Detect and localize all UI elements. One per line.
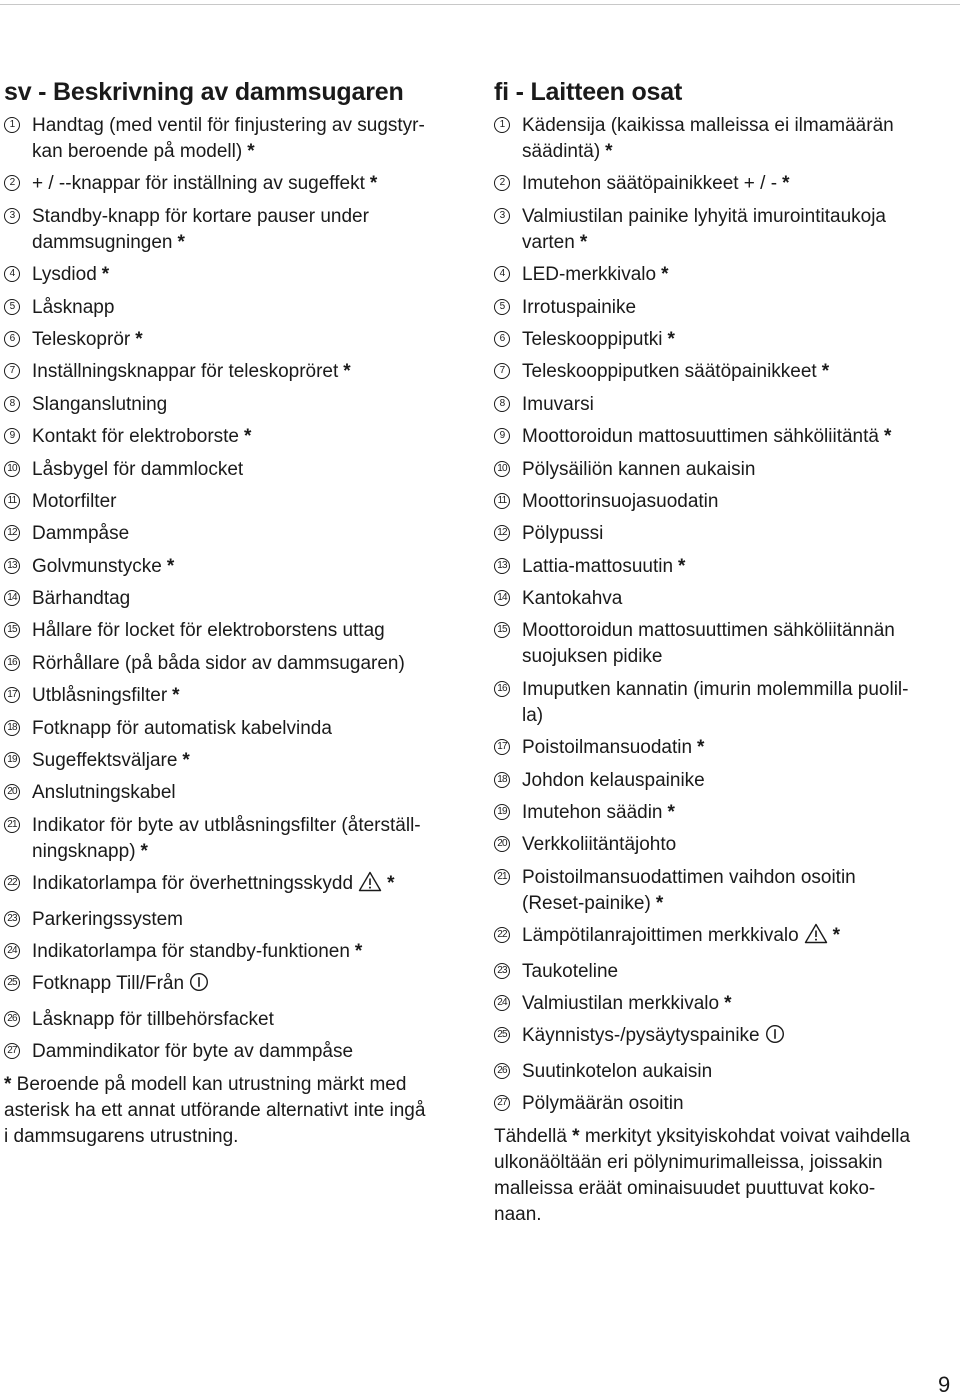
asterisk-marker: * xyxy=(667,328,675,350)
item-label: LED-merkkivalo xyxy=(522,264,657,286)
item-number-badge: 20 xyxy=(4,784,20,800)
item-number-badge: 19 xyxy=(494,804,510,820)
item-label: Hållare för locket för elektroborstens uttag xyxy=(32,620,385,642)
list-item xyxy=(4,586,474,612)
item-number-badge: 2 xyxy=(4,175,20,191)
item-number-badge: 5 xyxy=(4,299,20,315)
list-item xyxy=(4,113,474,165)
item-number-badge: 13 xyxy=(4,558,20,574)
item-number-badge: 1 xyxy=(494,117,510,133)
list-item xyxy=(4,204,474,256)
item-label: Utblåsningsfilter xyxy=(32,685,168,707)
list-item xyxy=(494,204,956,256)
list-item xyxy=(494,327,956,353)
list-item xyxy=(494,262,956,288)
asterisk-marker: * xyxy=(140,840,148,862)
item-number-badge: 16 xyxy=(494,681,510,697)
item-label: Teleskooppiputki xyxy=(522,328,663,350)
item-number-badge: 12 xyxy=(4,525,20,541)
list-item xyxy=(4,327,474,353)
item-number-badge: 22 xyxy=(4,875,20,891)
item-label: Fotknapp Till/Från xyxy=(32,973,185,995)
item-label: Imutehon säädin xyxy=(522,802,663,824)
item-number-badge: 6 xyxy=(494,331,510,347)
item-label: Indikatorlampa för standby-funktionen xyxy=(32,940,350,962)
list-item xyxy=(4,171,474,197)
list-item xyxy=(494,991,956,1017)
item-label: Verkkoliitäntäjohto xyxy=(522,834,677,856)
item-number-badge: 21 xyxy=(4,817,20,833)
asterisk-marker: * xyxy=(244,426,252,448)
footnote-text: Beroende på modell kan utrustning märkt med asterisk ha ett annat utförande alternativt inte ingå i dammsugarens utrustning. xyxy=(4,1073,426,1147)
item-number-badge: 27 xyxy=(494,1095,510,1111)
item-number-badge: 8 xyxy=(494,396,510,412)
list-item xyxy=(4,521,474,547)
list-item xyxy=(4,871,474,900)
list-item xyxy=(4,907,474,933)
item-number-badge: 13 xyxy=(494,558,510,574)
item-number-badge: 25 xyxy=(494,1027,510,1043)
item-number-badge: 4 xyxy=(4,266,20,282)
list-item xyxy=(494,768,956,794)
footnote-prefix: Tähdellä xyxy=(494,1125,573,1147)
asterisk-marker: * xyxy=(101,264,110,286)
item-label: Lämpötilanrajoittimen merkkivalo xyxy=(522,925,799,947)
list-item xyxy=(4,392,474,418)
finnish-parts-list xyxy=(494,113,956,1117)
asterisk-marker: * xyxy=(678,555,686,577)
asterisk-marker: * xyxy=(655,892,664,914)
list-item xyxy=(4,780,474,806)
list-item xyxy=(4,424,474,450)
item-number-badge: 15 xyxy=(494,622,510,638)
item-label: Imuputken kannatin (imurin molemmilla puolil- la) xyxy=(522,678,909,726)
item-number-badge: 4 xyxy=(494,266,510,282)
swedish-parts-list xyxy=(4,113,474,1065)
item-label: Pölypussi xyxy=(522,523,604,545)
list-item xyxy=(494,618,956,670)
list-item xyxy=(494,1059,956,1085)
list-item xyxy=(494,424,956,450)
list-item xyxy=(494,959,956,985)
item-label: Kantokahva xyxy=(522,588,623,610)
list-item xyxy=(494,171,956,197)
warning-triangle-icon xyxy=(358,871,382,900)
list-item xyxy=(4,457,474,483)
item-label: Imutehon säätöpainikkeet + / - xyxy=(522,173,778,195)
asterisk-marker: * xyxy=(135,328,143,350)
power-icon xyxy=(765,1024,785,1052)
list-item xyxy=(4,971,474,1000)
list-item xyxy=(494,865,956,917)
item-label: Kädensija (kaikissa malleissa ei ilmamäärän säädintä) xyxy=(522,115,894,162)
asterisk-marker: * xyxy=(579,231,588,253)
item-label: Teleskooppiputken säätöpainikkeet xyxy=(522,361,817,383)
item-label: Indikatorlampa för överhettningsskydd xyxy=(32,873,354,895)
list-item xyxy=(494,113,956,165)
list-item xyxy=(494,1023,956,1052)
asterisk-marker: * xyxy=(354,940,363,962)
item-number-badge: 19 xyxy=(4,752,20,768)
item-label: Moottoroidun mattosuuttimen sähköliitäntä xyxy=(522,426,879,448)
asterisk-marker: * xyxy=(369,173,378,195)
item-number-badge: 9 xyxy=(4,428,20,444)
list-item xyxy=(494,586,956,612)
item-label: Irrotuspainike xyxy=(522,296,637,318)
item-number-badge: 11 xyxy=(494,493,510,509)
item-label: Sugeffektsväljare xyxy=(32,750,178,772)
asterisk-marker: * xyxy=(832,925,841,947)
item-label: Parkeringssystem xyxy=(32,908,183,930)
item-number-badge: 22 xyxy=(494,927,510,943)
item-number-badge: 14 xyxy=(4,590,20,606)
item-label: Pölymäärän osoitin xyxy=(522,1093,684,1115)
item-number-badge: 9 xyxy=(494,428,510,444)
item-label: Anslutningskabel xyxy=(32,782,176,804)
item-number-badge: 6 xyxy=(4,331,20,347)
asterisk-marker: * xyxy=(724,992,732,1014)
list-item xyxy=(494,923,956,952)
item-number-badge: 7 xyxy=(4,363,20,379)
footnote-text: merkityt yksityiskohdat voivat vaihdella ulkonäöltään eri pölynimurimalleissa, joissakin malleissa eräät ominaisuudet puuttuvat koko- naan. xyxy=(494,1125,911,1225)
asterisk-marker: * xyxy=(172,685,180,707)
list-item xyxy=(4,716,474,742)
item-label: Handtag (med ventil för finjustering av sugstyr- kan beroende på modell) xyxy=(32,115,425,162)
list-item xyxy=(494,295,956,321)
item-label: Låsbygel för dammlocket xyxy=(32,458,244,480)
item-label: Kontakt för elektroborste xyxy=(32,426,239,448)
list-item xyxy=(4,359,474,385)
item-number-badge: 12 xyxy=(494,525,510,541)
item-number-badge: 26 xyxy=(494,1063,510,1079)
item-label: Golvmunstycke xyxy=(32,555,162,577)
item-number-badge: 8 xyxy=(4,396,20,412)
item-label: Motorfilter xyxy=(32,490,117,512)
asterisk-marker: * xyxy=(387,873,395,895)
item-number-badge: 10 xyxy=(4,461,20,477)
asterisk-marker: * xyxy=(782,173,790,195)
item-number-badge: 2 xyxy=(494,175,510,191)
item-label: Teleskoprör xyxy=(32,328,131,350)
power-icon xyxy=(189,972,209,1000)
item-number-badge: 5 xyxy=(494,299,510,315)
item-number-badge: 14 xyxy=(494,590,510,606)
list-item xyxy=(4,554,474,580)
item-label: Suutinkotelon aukaisin xyxy=(522,1060,713,1082)
asterisk-marker: * xyxy=(343,361,351,383)
list-item xyxy=(4,651,474,677)
list-item xyxy=(4,489,474,515)
asterisk-marker: * xyxy=(883,426,892,448)
list-item xyxy=(4,748,474,774)
item-label: Indikator för byte av utblåsningsfilter (återställ- ningsknapp) xyxy=(32,814,421,862)
list-item xyxy=(4,813,474,865)
item-number-badge: 21 xyxy=(494,869,510,885)
item-number-badge: 3 xyxy=(494,208,510,224)
item-label: Lattia-mattosuutin xyxy=(522,555,674,577)
item-number-badge: 20 xyxy=(494,836,510,852)
asterisk-marker: * xyxy=(667,802,675,824)
item-number-badge: 10 xyxy=(494,461,510,477)
item-number-badge: 23 xyxy=(4,911,20,927)
item-number-badge: 26 xyxy=(4,1011,20,1027)
item-label: Dammpåse xyxy=(32,523,130,545)
list-item xyxy=(4,1039,474,1065)
item-label: Valmiustilan merkkivalo xyxy=(522,992,720,1014)
list-item xyxy=(494,489,956,515)
item-number-badge: 3 xyxy=(4,208,20,224)
list-item xyxy=(494,677,956,729)
item-label: Imuvarsi xyxy=(522,393,594,415)
item-number-badge: 7 xyxy=(494,363,510,379)
swedish-heading: sv - Beskrivning av dammsugaren xyxy=(4,78,404,106)
swedish-footnote xyxy=(4,1072,474,1150)
list-item xyxy=(4,295,474,321)
list-item xyxy=(494,457,956,483)
swedish-column xyxy=(4,75,474,1169)
list-item xyxy=(494,832,956,858)
item-number-badge: 18 xyxy=(494,772,510,788)
finnish-column xyxy=(494,75,956,1247)
footnote-asterisk: * xyxy=(4,1073,12,1095)
asterisk-marker: * xyxy=(166,555,175,577)
list-item xyxy=(4,618,474,644)
item-number-badge: 16 xyxy=(4,655,20,671)
list-item xyxy=(4,1007,474,1033)
list-item xyxy=(494,521,956,547)
item-label: Poistoilmansuodatin xyxy=(522,737,693,759)
item-label: Käynnistys-/pysäytyspainike xyxy=(522,1025,760,1047)
list-item xyxy=(494,800,956,826)
item-number-badge: 25 xyxy=(4,975,20,991)
item-label: Johdon kelauspainike xyxy=(522,769,705,791)
asterisk-marker: * xyxy=(182,750,190,772)
item-label: Inställningsknappar för teleskopröret xyxy=(32,361,339,383)
item-number-badge: 11 xyxy=(4,493,20,509)
item-label: Rörhållare (på båda sidor av dammsugaren) xyxy=(32,652,405,674)
item-label: Standby-knapp för kortare pauser under dammsugningen xyxy=(32,205,369,253)
item-label: Lysdiod xyxy=(32,264,97,286)
list-item xyxy=(4,683,474,709)
item-number-badge: 17 xyxy=(494,739,510,755)
item-number-badge: 1 xyxy=(4,117,20,133)
item-label: Låsknapp för tillbehörsfacket xyxy=(32,1008,274,1030)
finnish-footnote xyxy=(494,1124,956,1228)
item-label: Fotknapp för automatisk kabelvinda xyxy=(32,717,332,739)
top-rule xyxy=(0,4,960,5)
item-label: + / --knappar för inställning av sugeffekt xyxy=(32,173,365,195)
asterisk-marker: * xyxy=(177,231,185,253)
list-item xyxy=(4,939,474,965)
item-number-badge: 15 xyxy=(4,622,20,638)
warning-triangle-icon xyxy=(804,923,828,952)
footnote-asterisk: * xyxy=(572,1125,580,1147)
item-label: Valmiustilan painike lyhyitä imurointitaukoja varten xyxy=(522,205,886,253)
item-number-badge: 17 xyxy=(4,687,20,703)
list-item xyxy=(494,359,956,385)
item-label: Slanganslutning xyxy=(32,393,168,415)
list-item xyxy=(494,1091,956,1117)
item-number-badge: 24 xyxy=(494,995,510,1011)
item-number-badge: 23 xyxy=(494,963,510,979)
item-label: Pölysäiliön kannen aukaisin xyxy=(522,458,756,480)
list-item xyxy=(4,262,474,288)
list-item xyxy=(494,392,956,418)
item-label: Bärhandtag xyxy=(32,588,131,610)
item-number-badge: 27 xyxy=(4,1043,20,1059)
asterisk-marker: * xyxy=(661,264,669,286)
item-number-badge: 18 xyxy=(4,720,20,736)
asterisk-marker: * xyxy=(247,141,255,162)
asterisk-marker: * xyxy=(605,141,613,162)
list-item xyxy=(494,735,956,761)
item-label: Låsknapp xyxy=(32,296,115,318)
item-label: Dammindikator för byte av dammpåse xyxy=(32,1041,354,1063)
list-item xyxy=(494,554,956,580)
item-label: Moottoroidun mattosuuttimen sähköliitännän suojuksen pidike xyxy=(522,620,895,668)
item-label: Poistoilmansuodattimen vaihdon osoitin (Reset-painike) xyxy=(522,866,856,914)
asterisk-marker: * xyxy=(821,361,830,383)
asterisk-marker: * xyxy=(697,737,705,759)
item-label: Taukoteline xyxy=(522,960,619,982)
item-label: Moottorinsuojasuodatin xyxy=(522,490,719,512)
item-number-badge: 24 xyxy=(4,943,20,959)
finnish-heading: fi - Laitteen osat xyxy=(494,78,683,106)
page-number: 9 xyxy=(938,1372,951,1397)
